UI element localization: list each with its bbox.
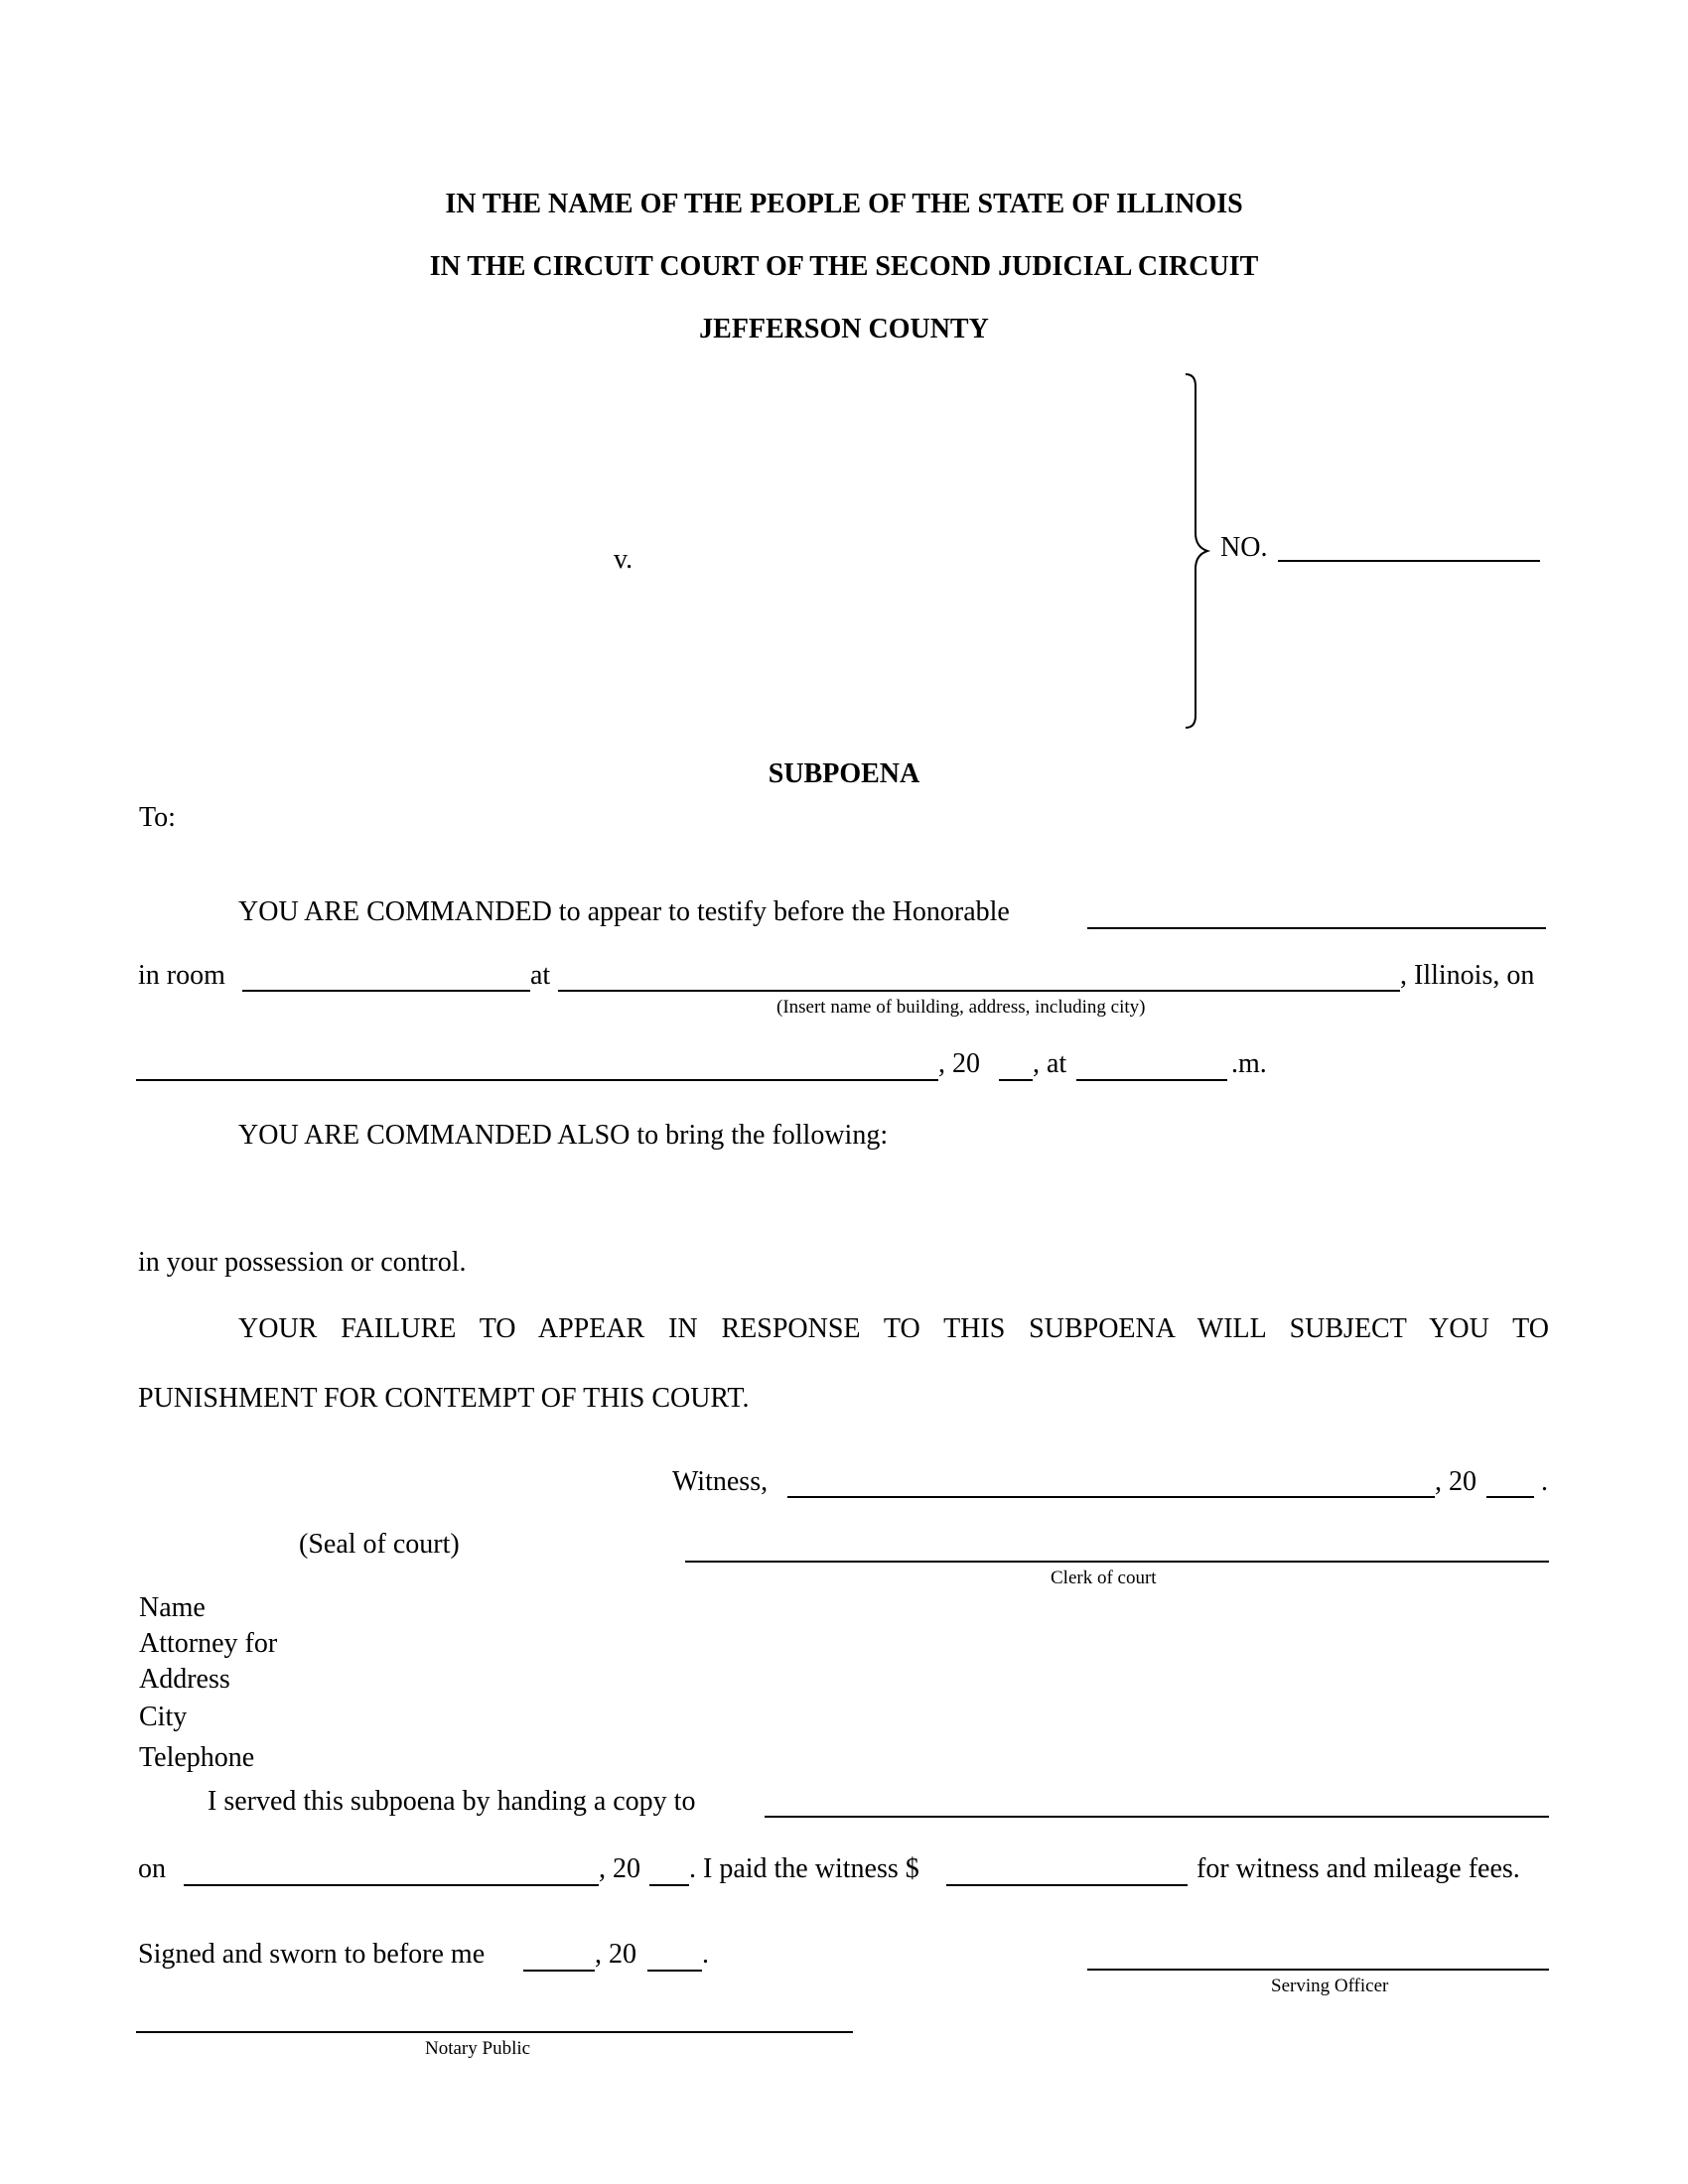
sworn-text: Signed and sworn to before me xyxy=(138,1939,486,1970)
witness-period: . xyxy=(1541,1466,1548,1497)
sworn-year-field[interactable] xyxy=(647,1970,702,1972)
time-at-label: , at xyxy=(1033,1048,1067,1079)
served-person-field[interactable] xyxy=(765,1816,1549,1818)
attorney-for-label: Attorney for xyxy=(139,1628,278,1659)
attorney-telephone-label: Telephone xyxy=(139,1742,255,1773)
court-header-line-3: JEFFERSON COUNTY xyxy=(699,314,989,344)
appearance-date-field[interactable] xyxy=(136,1079,938,1081)
illinois-on-label: , Illinois, on xyxy=(1400,960,1535,991)
clerk-signature-field[interactable] xyxy=(685,1561,1549,1563)
room-label: in room xyxy=(138,960,225,991)
case-number-field[interactable] xyxy=(1278,560,1540,562)
witness-year-prefix: , 20 xyxy=(1435,1466,1477,1497)
court-header-line-1: IN THE NAME OF THE PEOPLE OF THE STATE OF ILLINOIS xyxy=(445,189,1243,219)
building-address-field[interactable] xyxy=(558,990,1400,992)
appearance-year-field[interactable] xyxy=(999,1079,1033,1081)
possession-text: in your possession or control. xyxy=(138,1247,467,1278)
witness-year-field[interactable] xyxy=(1486,1496,1534,1498)
honorable-judge-field[interactable] xyxy=(1087,927,1546,929)
am-pm-suffix: .m. xyxy=(1231,1048,1267,1079)
served-date-field[interactable] xyxy=(184,1884,599,1886)
attorney-name-label: Name xyxy=(139,1592,206,1623)
court-header-line-2: IN THE CIRCUIT COURT OF THE SECOND JUDICIAL CIRCUIT xyxy=(429,251,1259,282)
contempt-warning-text: PUNISHMENT FOR CONTEMPT OF THIS COURT. xyxy=(138,1383,750,1414)
paid-witness-text: . I paid the witness $ xyxy=(689,1853,919,1884)
appear-text: YOU ARE COMMANDED to appear to testify before the Honorable xyxy=(238,896,1010,927)
versus-label: v. xyxy=(614,544,633,575)
appearance-time-field[interactable] xyxy=(1076,1079,1227,1081)
sworn-period: . xyxy=(702,1939,709,1970)
attorney-address-label: Address xyxy=(139,1664,230,1695)
building-hint: (Insert name of building, address, including city) xyxy=(776,997,1146,1018)
at-label: at xyxy=(530,960,551,991)
notary-signature-field[interactable] xyxy=(136,2031,853,2033)
serving-officer-signature-field[interactable] xyxy=(1087,1969,1549,1971)
failure-warning-text: YOUR FAILURE TO APPEAR IN RESPONSE TO THIS SUBPOENA WILL SUBJECT YOU TO xyxy=(238,1313,1549,1344)
clerk-label: Clerk of court xyxy=(1051,1568,1157,1588)
witness-fee-field[interactable] xyxy=(946,1884,1188,1886)
witness-name-field[interactable] xyxy=(787,1496,1435,1498)
date-year-prefix: , 20 xyxy=(938,1048,980,1079)
witness-label: Witness, xyxy=(672,1466,769,1497)
served-year-prefix: , 20 xyxy=(599,1853,640,1884)
case-number-label: NO. xyxy=(1220,532,1268,563)
seal-of-court-label: (Seal of court) xyxy=(299,1529,460,1560)
room-field[interactable] xyxy=(242,990,530,992)
document-title: SUBPOENA xyxy=(768,758,920,789)
served-on-label: on xyxy=(138,1853,166,1884)
serving-officer-label: Serving Officer xyxy=(1271,1976,1389,1996)
fees-text: for witness and mileage fees. xyxy=(1196,1853,1520,1884)
sworn-day-field[interactable] xyxy=(523,1970,595,1972)
served-text: I served this subpoena by handing a copy to xyxy=(208,1786,696,1817)
served-year-field[interactable] xyxy=(649,1884,689,1886)
sworn-year-prefix: , 20 xyxy=(595,1939,636,1970)
caption-bracket xyxy=(1182,372,1217,730)
to-label: To: xyxy=(139,802,176,833)
notary-public-label: Notary Public xyxy=(425,2038,531,2059)
bring-items-text: YOU ARE COMMANDED ALSO to bring the following: xyxy=(238,1120,889,1151)
attorney-city-label: City xyxy=(139,1702,188,1732)
